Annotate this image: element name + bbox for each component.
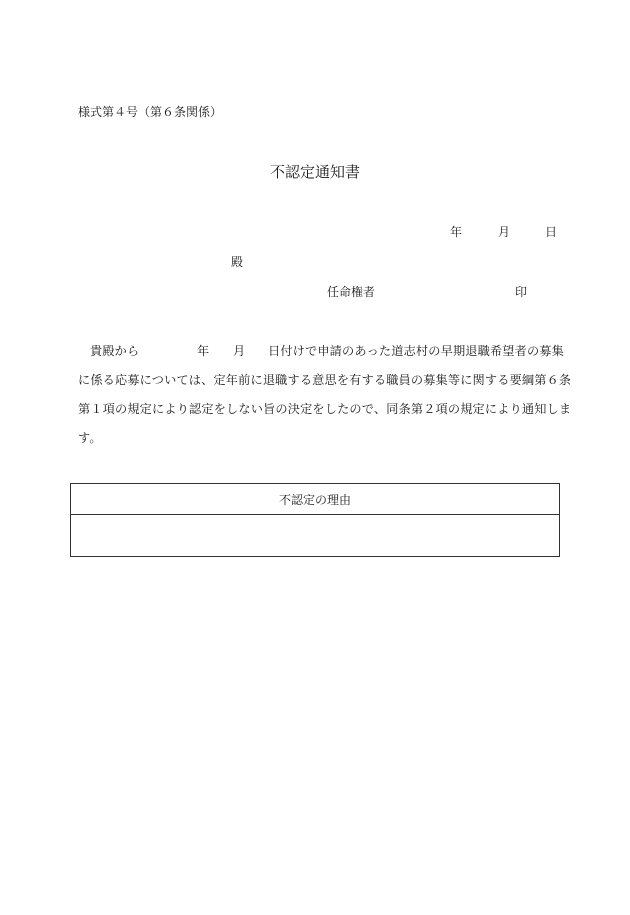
date-day-label: 日	[545, 225, 558, 239]
recipient-honorific: 殿	[231, 255, 244, 269]
body-line-1-month: 月	[233, 344, 246, 358]
body-line-4: す。	[78, 431, 102, 445]
body-line-1-year: 年	[197, 344, 210, 358]
issuer-title: 任命権者	[327, 285, 376, 299]
form-number: 様式第４号（第６条関係）	[78, 105, 223, 119]
reason-table	[70, 483, 560, 557]
body-line-3: 第１項の規定により認定をしない旨の決定をしたので、同条第２項の規定により通知しま	[78, 402, 572, 416]
date-year-label: 年	[450, 225, 463, 239]
document-title: 不認定通知書	[269, 163, 360, 181]
reason-table-header: 不認定の理由	[71, 484, 559, 515]
body-line-1-start: 貴殿から	[90, 344, 140, 358]
body-line-1-rest: 日付けで申請のあった道志村の早期退職希望者の募集	[268, 344, 564, 358]
reason-table-body[interactable]	[71, 515, 559, 556]
seal-mark: 印	[515, 285, 528, 299]
date-month-label: 月	[498, 225, 511, 239]
body-line-2: に係る応募については、定年前に退職する意思を有する職員の募集等に関する要綱第６条	[78, 373, 572, 387]
